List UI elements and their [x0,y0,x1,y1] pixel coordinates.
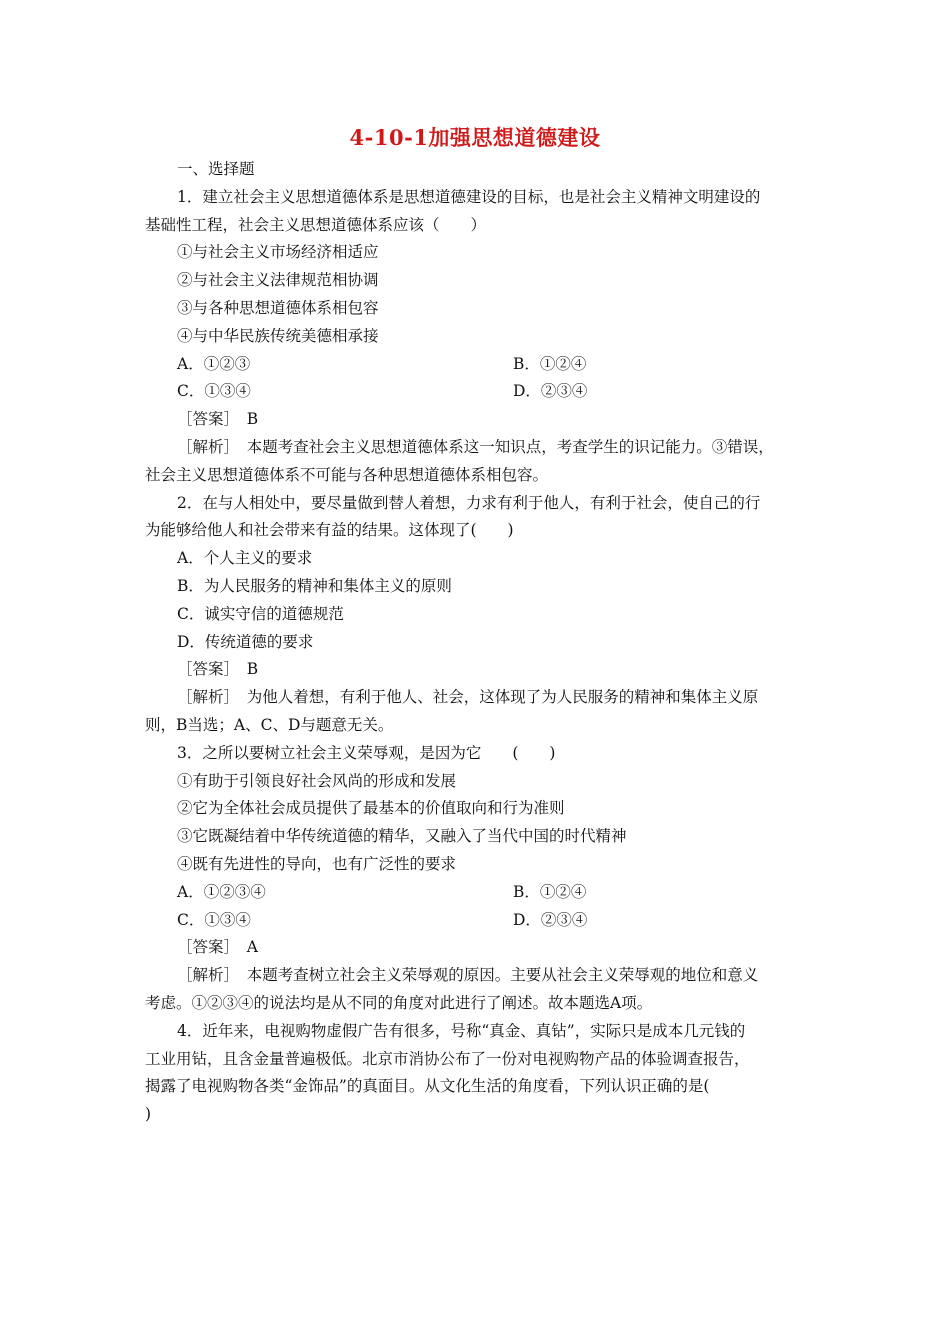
q2-answer: ［答案］ B [177,660,259,679]
page-title: 4-10-1加强思想道德建设 [349,125,601,150]
q2-analysis-line-2: 则，B当选；A、C、D与题意无关。 [145,715,394,734]
q1-item-3: ③与各种思想道德体系相包容 [177,298,379,317]
q4-stem-line-1: 4．近年来，电视购物虚假广告有很多，号称“真金、真钻”，实际只是成本几元钱的 [177,1021,746,1040]
q1-analysis-line-1: ［解析］ 本题考查社会主义思想道德体系这一知识点，考查学生的识记能力。③错误， [177,437,774,456]
q3-option-d: D．②③④ [513,910,588,929]
q3-item-3: ③它既凝结着中华传统道德的精华，又融入了当代中国的时代精神 [177,827,627,846]
q1-option-b: B．①②④ [513,354,587,373]
q4-stem-line-2: 工业用钻，且含金量普遍极低。北京市消协公布了一份对电视购物产品的体验调查报告， [145,1049,750,1068]
q2-option-b: B．为人民服务的精神和集体主义的原则 [177,576,452,595]
q3-item-4: ④既有先进性的导向，也有广泛性的要求 [177,854,457,873]
q3-option-b: B．①②④ [513,882,587,901]
q3-item-1: ①有助于引领良好社会风尚的形成和发展 [177,771,457,790]
q4-stem-line-4: ) [145,1105,152,1124]
q3-answer: ［答案］ A [177,938,258,957]
q2-option-d: D．传统道德的要求 [177,632,314,651]
q3-options-row-2 [145,907,810,935]
q4-stem-line-3: 揭露了电视购物各类“金饰品”的真面目。从文化生活的角度看，下列认识正确的是( [145,1077,710,1096]
q3-analysis-line-2: 考虑。①②③④的说法均是从不同的角度对此进行了阐述。故本题选A项。 [145,993,653,1012]
q1-option-a: A．①②③ [177,354,251,373]
section-heading: 一、选择题 [177,160,255,178]
q2-stem-line-2: 为能够给他人和社会带来有益的结果。这体现了( ) [145,521,514,540]
q1-option-d: D．②③④ [513,382,588,401]
q3-stem-line-1: 3．之所以要树立社会主义荣辱观，是因为它 ( ) [177,743,556,762]
q1-options-row-1 [145,351,810,379]
q1-item-2: ②与社会主义法律规范相协调 [177,271,379,290]
q3-option-a: A．①②③④ [177,882,266,901]
q3-option-c: C．①③④ [177,910,251,929]
q2-option-a: A．个人主义的要求 [177,549,313,568]
q2-analysis-line-1: ［解析］ 为他人着想，有利于他人、社会，这体现了为人民服务的精神和集体主义原 [177,688,759,707]
q3-item-2: ②它为全体社会成员提供了最基本的价值取向和行为准则 [177,799,565,818]
q1-analysis-line-2: 社会主义思想道德体系不可能与各种思想道德体系相包容。 [145,465,549,484]
document-body [145,156,810,1129]
q3-analysis-line-1: ［解析］ 本题考查树立社会主义荣辱观的原因。主要从社会主义荣辱观的地位和意义 [177,966,759,985]
q1-answer: ［答案］ B [177,410,259,429]
q2-stem-line-1: 2．在与人相处中，要尽量做到替人着想，力求有利于他人，有利于社会，使自己的行 [177,493,761,512]
q1-stem-line-1: 1．建立社会主义思想道德体系是思想道德建设的目标，也是社会主义精神文明建设的 [177,187,761,206]
q1-item-4: ④与中华民族传统美德相承接 [177,326,379,345]
q1-stem-line-2: 基础性工程，社会主义思想道德体系应该（ ） [145,215,487,234]
q1-item-1: ①与社会主义市场经济相适应 [177,243,379,262]
q2-option-c: C．诚实守信的道德规范 [177,604,344,623]
q1-option-c: C．①③④ [177,382,251,401]
q1-options-row-2 [145,378,810,406]
q3-options-row-1 [145,879,810,907]
